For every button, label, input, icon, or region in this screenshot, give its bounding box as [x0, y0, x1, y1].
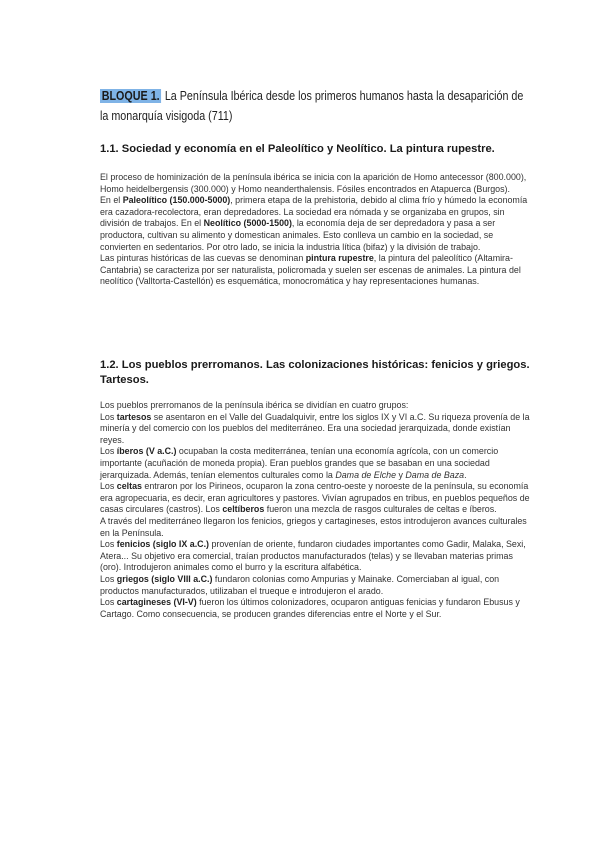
paragraph-tartesos	[100, 412, 530, 447]
term-dama-baza: Dama de Baza	[405, 469, 465, 480]
term-cartagineses: cartagineses (VI-V)	[116, 597, 197, 608]
text: Los	[100, 597, 117, 608]
text: , la pintura del paleolítico (Altamira-Cantabria) se caracteriza por ser naturalista, policromada y suelen ser escenas de animales. La pintura del neolítico (Valltorta-Castellón) es esquemática, monocromática y hay representaciones humanas.	[100, 253, 521, 287]
text: ocupaban la costa mediterránea, tenían una economía agrícola, con un comercio importante (acuñación de moneda propia). Eran pueblos grandes que se basaban en una sociedad jerarquizada. Además, tenían elementos culturales como la	[100, 446, 499, 480]
section-2-heading: 1.2. Los pueblos prerromanos. Las colonizaciones históricas: fenicios y griegos. Tartesos.	[100, 359, 530, 386]
text: Los	[100, 446, 117, 457]
section-1-heading: 1.1. Sociedad y economía en el Paleolítico y Neolítico. La pintura rupestre.	[100, 143, 495, 155]
paragraph	[100, 195, 530, 253]
text: Los	[100, 481, 117, 492]
text: Los	[100, 411, 117, 422]
term-celtas: celtas	[116, 481, 142, 492]
term-fenicios: fenicios	[116, 539, 151, 550]
term-celtiberos: celtíberos	[222, 504, 265, 515]
text: Los	[100, 539, 117, 550]
text: En el	[100, 195, 123, 206]
section-2-body	[100, 400, 530, 620]
term-iberos: íberos (V a.C.)	[116, 446, 177, 457]
block-title-text-1: La Península Ibérica desde los primeros humanos hasta la desaparición de	[164, 89, 524, 103]
term-fenicios-date: (siglo IX a.C.)	[150, 539, 210, 550]
paragraph: Los pueblos prerromanos de la península ibérica se dividían en cuatro grupos:	[100, 400, 409, 410]
block-title-line-1	[100, 86, 524, 106]
paragraph-griegos	[100, 574, 530, 597]
paragraph-fenicios	[100, 539, 530, 574]
text: .	[464, 469, 467, 480]
term-paleolitico: Paleolítico (150.000-5000)	[122, 195, 231, 206]
text: entraron por los Pirineos, ocuparon la zona centro-oeste y noroeste de la península, su economía era agropecuaria, es decir, eran agricultores y pastores. Vivían agrupados en tribus, en pueblos pequeños de casas circulares (castros). Los	[100, 481, 530, 515]
paragraph	[100, 253, 530, 288]
text: fundaron colonias como Ampurias y Mainake. Comerciaban al igual, con productos manufacturados, utilizaban el trueque e introdujeron el arado.	[100, 573, 500, 596]
block-title	[100, 86, 540, 126]
text: Los	[100, 573, 117, 584]
paragraph-iberos	[100, 446, 530, 481]
block-label: BLOQUE 1.	[101, 89, 160, 103]
paragraph-mediterraneo: A través del mediterráneo llegaron los fenicios, griegos y cartagineses, estos introdujeron avances culturales en la Península.	[100, 515, 527, 538]
paragraph-cartagineses	[100, 597, 530, 620]
term-dama-elche: Dama de Elche	[335, 469, 397, 480]
term-neolitico: Neolítico (5000-1500)	[203, 218, 292, 229]
term-griegos: griegos (siglo VIII a.C.)	[116, 573, 213, 584]
term-pintura-rupestre: pintura rupestre	[305, 253, 374, 264]
text: se asentaron en el Valle del Guadalquivir, entre los siglos IX y VI a.C. Su riqueza provenía de la minería y del comercio con los pueblos del mediterráneo. Era una sociedad jerarquizada, donde existían reyes.	[100, 411, 530, 445]
text: fueron una mezcla de rasgos culturales de celtas e íberos.	[264, 504, 497, 515]
paragraph-celtas	[100, 481, 530, 516]
block-title-line-2: la monarquía visigoda (711)	[100, 109, 233, 123]
text: , primera etapa de la prehistoria, debido al clima frío y húmedo la economía era cazadora-recolectora, eran depredadores. La sociedad era nómada y se organizaba en grupos, sin división de trabajos. En el	[100, 195, 528, 229]
text: fueron los últimos colonizadores, ocuparon antiguas fenicias y fundaron Ebusus y Cartago. Como consecuencia, se producen grandes diferencias entre el Norte y el Sur.	[100, 597, 520, 619]
text: provenían de oriente, fundaron ciudades importantes como Gadir, Malaka, Sexi, Atera... Su objetivo era comercial, traían productos manufacturados (telas) y se llevaban materias primas (oro). Introdujeron animales como el burro y la escritura alfabética.	[100, 539, 526, 573]
text: Las pinturas históricas de las cuevas se denominan	[100, 253, 306, 264]
paragraph: El proceso de hominización de la península ibérica se inicia con la aparición de Homo antecessor (800.000), Homo heidelbergensis (300.000) y Homo neanderthalensis. Fósiles encontrados en Atapuerca (Burgos).	[100, 172, 527, 194]
text: y	[396, 469, 406, 480]
text: , la economía deja de ser depredadora y pasa a ser productora, cultivan su alimento y domestican animales. Esto conlleva un cambio en la sociedad, se convierten en sedentarios. Por otro lado, se inicia la industria lítica (bifaz) y la división de trabajo.	[100, 218, 496, 252]
section-1-body	[100, 172, 530, 288]
term-tartesos: tartesos	[116, 411, 152, 422]
